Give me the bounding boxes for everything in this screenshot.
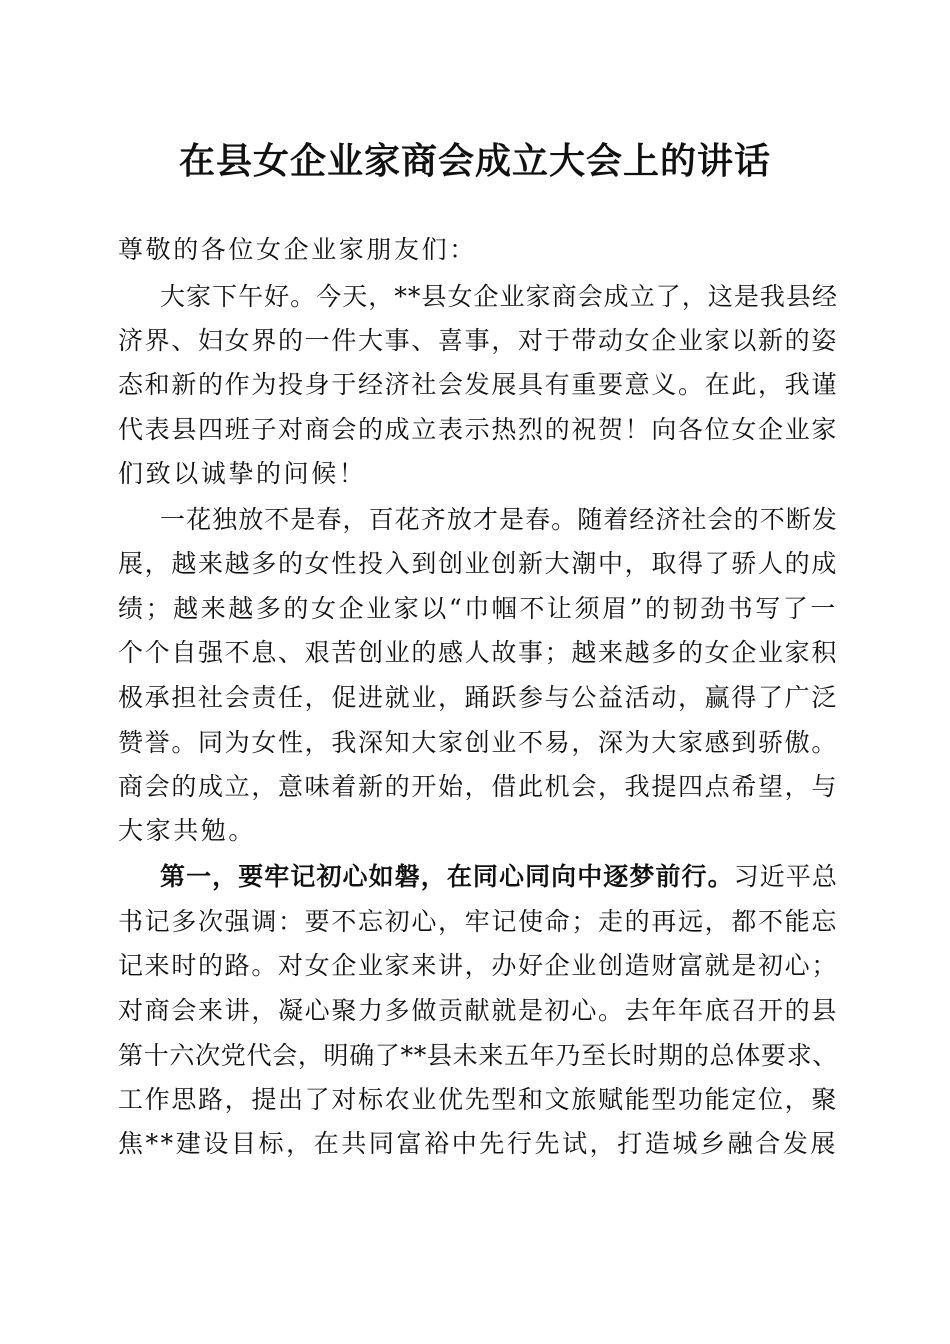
paragraph-1-line: 大家下午好。今天，**县女企业家商会成立了，这是我县经 bbox=[160, 282, 838, 311]
paragraph-2-line: 一花独放不是春，百花齐放才是春。随着经济社会的不断发 bbox=[160, 505, 838, 534]
paragraph-1-line: 代表县四班子对商会的成立表示热烈的祝贺！向各位女企业家 bbox=[118, 415, 838, 444]
paragraph-3-first-line bbox=[160, 860, 838, 894]
salutation: 尊敬的各位女企业家朋友们： bbox=[118, 235, 477, 264]
paragraph-2-line: 商会的成立，意味着新的开始，借此机会，我提四点希望，与 bbox=[118, 772, 838, 801]
paragraph-2-line: 展，越来越多的女性投入到创业创新大潮中，取得了骄人的成 bbox=[118, 549, 838, 578]
document-title: 在县女企业家商会成立大会上的讲话 bbox=[178, 140, 771, 182]
paragraph-3-line: 焦**建设目标，在共同富裕中先行先试，打造城乡融合发展 bbox=[118, 1129, 838, 1158]
paragraph-1-line: 态和新的作为投身于经济社会发展具有重要意义。在此，我谨 bbox=[118, 370, 838, 399]
paragraph-3-line: 第十六次党代会，明确了**县未来五年乃至长时期的总体要求、 bbox=[118, 1041, 838, 1070]
paragraph-3-line: 书记多次强调：要不忘初心，牢记使命；走的再远，都不能忘 bbox=[118, 907, 838, 936]
paragraph-2-line: 绩；越来越多的女企业家以“巾帼不让须眉”的韧劲书写了一 bbox=[118, 594, 838, 623]
paragraph-3-line: 工作思路，提出了对标农业优先型和文旅赋能型功能定位，聚 bbox=[118, 1085, 838, 1114]
paragraph-2-line: 个个自强不息、艰苦创业的感人故事；越来越多的女企业家积 bbox=[118, 638, 838, 667]
paragraph-2-line: 赞誉。同为女性，我深知大家创业不易，深为大家感到骄傲。 bbox=[118, 728, 838, 757]
paragraph-3-heading: 第一，要牢记初心如磐，在同心同向中逐梦前行。 bbox=[160, 862, 734, 891]
paragraph-1-line: 们致以诚挚的问候！ bbox=[118, 459, 367, 488]
paragraph-3-line: 记来时的路。对女企业家来讲，办好企业创造财富就是初心； bbox=[118, 951, 838, 980]
paragraph-3-first-line-rest: 习近平总 bbox=[733, 862, 838, 891]
paragraph-3-line: 对商会来讲，凝心聚力多做贡献就是初心。去年年底召开的县 bbox=[118, 996, 838, 1025]
paragraph-2-line: 极承担社会责任，促进就业，踊跃参与公益活动，赢得了广泛 bbox=[118, 683, 838, 712]
paragraph-2-line: 大家共勉。 bbox=[118, 816, 257, 845]
paragraph-1-line: 济界、妇女界的一件大事、喜事，对于带动女企业家以新的姿 bbox=[118, 326, 838, 355]
